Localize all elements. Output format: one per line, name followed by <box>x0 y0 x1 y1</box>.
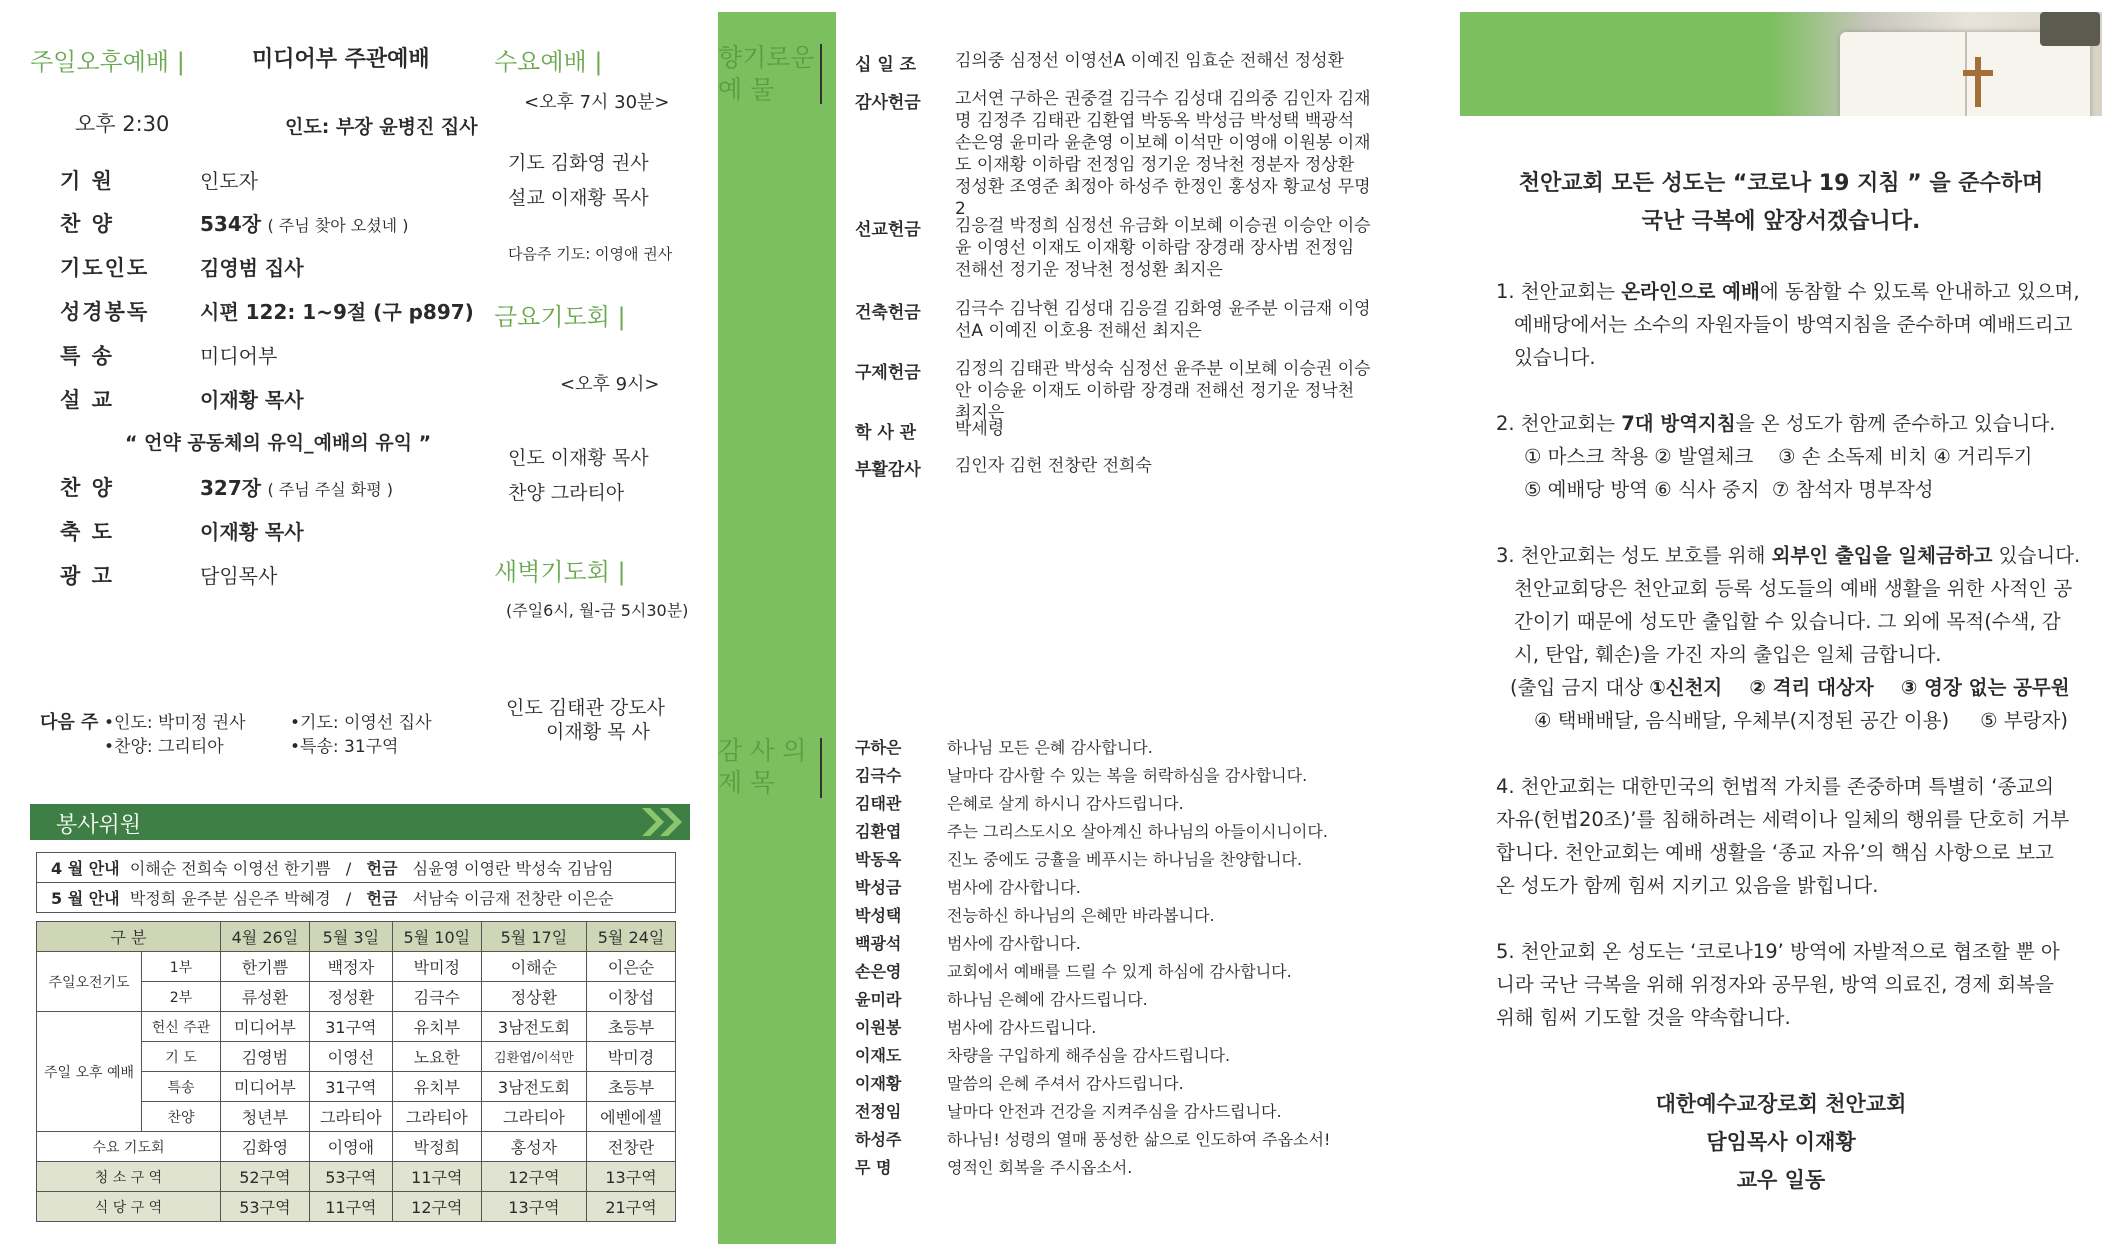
table-cell: 11구역 <box>392 1162 481 1192</box>
thanks-name: 윤미라 <box>855 990 902 1009</box>
wednesday-prayer: 기도 김화영 권사 <box>508 152 649 174</box>
thanks-text: 하나님 은혜에 감사드립니다. <box>947 990 1148 1009</box>
table-cell: 유치부 <box>392 1012 481 1042</box>
table-cell: 3남전도회 <box>481 1012 586 1042</box>
thanks-text: 차량을 구입하게 해주심을 감사드립니다. <box>947 1046 1231 1065</box>
notice-line: ① 마스크 착용 ② 발열체크 ③ 손 소독제 비치 ④ 거리두기 <box>1524 445 2033 468</box>
offering-names: 고서연 구하은 권중걸 김극수 김성대 김의중 김인자 김재명 김정주 김태관 김환엽 박동옥 박성금 박성택 백광석 손은영 윤미라 윤춘영 이보혜 이석만 이영애 이원봉 이재도 이재황 이하람 전정임 정기운 정낙천 정분자 정상환 정성환 조영준 최정아 하성주 한정인 홍성자 황교성 무명2 <box>955 89 1371 219</box>
notice-banner <box>1460 12 2102 116</box>
thanks-text: 날마다 안전과 건강을 지켜주심을 감사드립니다. <box>947 1102 1282 1121</box>
order-label: 기도인도 <box>60 256 150 280</box>
table-cell: 한기쁨 <box>220 952 309 982</box>
offering-names: 서남숙 이금재 전창란 이은순 <box>412 889 614 908</box>
thanks-name: 박성금 <box>855 878 902 897</box>
offering-names: 김인자 김헌 전창란 전희숙 <box>955 456 1152 476</box>
table-cell: 13구역 <box>481 1192 586 1222</box>
wednesday-time: <오후 7시 30분> <box>524 92 670 113</box>
thanks-text: 영적인 회복을 주시옵소서. <box>947 1158 1133 1177</box>
friday-time: <오후 9시> <box>560 374 660 395</box>
table-cell: 초등부 <box>587 1072 676 1102</box>
row-sub-label: 찬양 <box>142 1102 221 1132</box>
row-sub-label: 기 도 <box>142 1042 221 1072</box>
table-cell: 박정희 <box>392 1132 481 1162</box>
table-cell: 미디어부 <box>220 1012 309 1042</box>
table-cell: 이창섭 <box>587 982 676 1012</box>
table-cell: 홍성자 <box>481 1132 586 1162</box>
order-value: 미디어부 <box>200 344 278 368</box>
thanks-text: 교회에서 예배를 드릴 수 있게 하심에 감사합니다. <box>947 962 1292 981</box>
thanks-name: 무 명 <box>855 1158 892 1177</box>
next-week-item: •특송: 31구역 <box>290 737 399 757</box>
order-label: 설 교 <box>60 388 114 412</box>
offering-names: 심윤영 이영란 박성숙 김남임 <box>412 859 614 878</box>
table-cell: 그라티아 <box>309 1102 392 1132</box>
order-label: 기 원 <box>60 169 114 193</box>
friday-leader: 인도 이재황 목사 <box>508 447 649 469</box>
thanks-name: 하성주 <box>855 1130 902 1149</box>
text-span: 1. 천안교회는 <box>1496 280 1622 303</box>
table-cell: 김화영 <box>220 1132 309 1162</box>
table-cell: 청년부 <box>220 1102 309 1132</box>
table-header: 5월 24일 <box>587 922 676 952</box>
table-cell: 김극수 <box>392 982 481 1012</box>
separator: / <box>345 889 352 908</box>
friday-title: 금요기도회 | <box>494 303 626 331</box>
order-value: 담임목사 <box>200 564 278 588</box>
offering-label: 헌금 <box>366 889 398 908</box>
notice-line: 니라 국난 극복을 위해 위정자와 공무원, 방역 의료진, 경제 회복을 <box>1496 973 2054 996</box>
table-cell: 류성환 <box>220 982 309 1012</box>
notice-line: 위해 힘써 기도할 것을 약속합니다. <box>1496 1006 1791 1029</box>
stripe-title-line: 향기로운 <box>718 43 815 72</box>
offering-label: 건축헌금 <box>855 303 921 323</box>
offering-names: 박세령 <box>955 419 1005 439</box>
table-cell: 그라티아 <box>481 1102 586 1132</box>
row-label: 식 당 구 역 <box>37 1192 221 1222</box>
notice-line: 간이기 때문에 성도만 출입할 수 있습니다. 그 외에 목적(수색, 감 <box>1514 610 2061 633</box>
headline-line: 천안교회 모든 성도는 “코로나 19 지침 ” 을 준수하며 <box>1518 171 2044 196</box>
notice-line: 예배당에서는 소수의 자원자들이 방역지침을 준수하며 예배드리고 <box>1514 313 2073 336</box>
thanks-name: 김극수 <box>855 766 902 785</box>
table-cell: 정상환 <box>481 982 586 1012</box>
table-cell: 미디어부 <box>220 1072 309 1102</box>
order-label: 찬 양 <box>60 212 114 236</box>
dawn-title: 새벽기도회 | <box>494 558 626 586</box>
month-label: 4 월 안내 <box>51 859 120 878</box>
spacer <box>1496 506 2096 539</box>
table-cell: 13구역 <box>587 1162 676 1192</box>
table-cell: 31구역 <box>309 1072 392 1102</box>
thanks-text: 주는 그리스도시오 살아계신 하나님의 아들이시니이다. <box>947 822 1328 841</box>
dawn-leader-2: 이재황 목 사 <box>546 721 650 743</box>
table-cell: 11구역 <box>309 1192 392 1222</box>
order-value: 이재황 목사 <box>200 520 304 544</box>
notice-line: 4. 천안교회는 대한민국의 헌법적 가치를 존중하며 특별히 ‘종교의 <box>1496 775 2054 798</box>
emphasis: 7대 방역지침 <box>1621 412 1736 435</box>
notice-line <box>1496 275 2096 308</box>
stripe-title-line: 제 목 <box>718 768 775 797</box>
text-span: 있습니다. <box>1992 544 2081 567</box>
usher-names: 이해순 전희숙 이영선 한기쁨 <box>129 859 331 878</box>
emphasis: 외부인 출입을 일체금하고 <box>1771 544 1993 567</box>
table-cell: 전창란 <box>587 1132 676 1162</box>
notice-line: 자유(헌법20조)’를 침해하려는 세력이나 일체의 행위를 단호히 거부 <box>1496 808 2070 831</box>
next-week-label: 다음 주 <box>40 712 99 733</box>
offering-label: 선교헌금 <box>855 220 921 240</box>
month-label: 5 월 안내 <box>51 889 120 908</box>
thanks-name: 박성택 <box>855 906 902 925</box>
stripe-title-line: 감 사 의 <box>718 736 807 765</box>
order-label: 축 도 <box>60 520 114 544</box>
notice-line <box>1496 407 2096 440</box>
hymn-number: 327장 <box>200 476 262 500</box>
table-cell: 그라티아 <box>392 1102 481 1132</box>
thanks-name: 전정임 <box>855 1102 902 1121</box>
table-cell: 21구역 <box>587 1192 676 1222</box>
notice-line: 시, 탄압, 훼손)을 가진 자의 출입은 일체 금합니다. <box>1514 643 1942 666</box>
row-sub-label: 2부 <box>142 982 221 1012</box>
emphasis: 온라인으로 예배 <box>1621 280 1760 303</box>
table-cell: 이은순 <box>587 952 676 982</box>
hymn-number: 534장 <box>200 212 262 236</box>
thanks-text: 범사에 감사합니다. <box>947 934 1081 953</box>
notice-signature <box>1460 1085 2102 1199</box>
sunday-pm-leader: 인도: 부장 윤병진 집사 <box>285 116 478 138</box>
thanks-name: 박동옥 <box>855 850 902 869</box>
row-sub-label: 특송 <box>142 1072 221 1102</box>
thanks-text: 범사에 감사드립니다. <box>947 1018 1097 1037</box>
table-cell: 이영애 <box>309 1132 392 1162</box>
hymn-title: ( 주님 찾아 오셨네 ) <box>267 216 409 235</box>
notice-body <box>1496 275 2096 1034</box>
thanks-name: 구하은 <box>855 738 902 757</box>
usher-names: 박정희 윤주분 심은주 박혜경 <box>129 889 331 908</box>
next-week-item: •인도: 박미정 권사 <box>104 713 246 733</box>
row-sub-label: 1부 <box>142 952 221 982</box>
table-header: 4월 26일 <box>220 922 309 952</box>
offering-label: 부활감사 <box>855 460 921 480</box>
table-cell: 에벤에셀 <box>587 1102 676 1132</box>
friday-praise: 찬양 그라티아 <box>508 482 625 504</box>
wednesday-sermon: 설교 이재황 목사 <box>508 187 649 209</box>
table-cell: 정성환 <box>309 982 392 1012</box>
row-label: 수요 기도회 <box>37 1132 221 1162</box>
thanks-name: 김환엽 <box>855 822 902 841</box>
notice-line: ④ 택배배달, 음식배달, 우체부(지정된 공간 이용) ⑤ 부랑자) <box>1534 709 2068 732</box>
table-cell: 53구역 <box>220 1192 309 1222</box>
thanks-text: 범사에 감사합니다. <box>947 878 1081 897</box>
church-name: 대한예수교장로회 천안교회 <box>1655 1092 1907 1116</box>
separator: / <box>345 859 352 878</box>
next-week-item: •기도: 이영선 집사 <box>290 713 432 733</box>
thanks-name: 김태관 <box>855 794 902 813</box>
pastor-name: 담임목사 이재황 <box>1706 1130 1856 1154</box>
row-sub-label: 헌신 주관 <box>142 1012 221 1042</box>
table-cell: 초등부 <box>587 1012 676 1042</box>
thanks-text: 진노 중에도 긍휼을 베푸시는 하나님을 찬양합니다. <box>947 850 1303 869</box>
sunday-pm-time: 오후 2:30 <box>75 112 170 136</box>
wednesday-next: 다음주 기도: 이영애 권사 <box>508 245 673 263</box>
text-span: (출입 금지 대상 <box>1510 676 1650 699</box>
thanks-name: 이재황 <box>855 1074 902 1093</box>
notice-headline <box>1460 165 2102 241</box>
table-cell: 유치부 <box>392 1072 481 1102</box>
group-label: 주일오전기도 <box>37 952 142 1012</box>
offering-label: 학 사 관 <box>855 423 917 443</box>
table-cell: 박미정 <box>392 952 481 982</box>
order-label: 찬 양 <box>60 476 114 500</box>
table-header: 5월 17일 <box>481 922 586 952</box>
table-cell: 52구역 <box>220 1162 309 1192</box>
offering-label: 헌금 <box>366 859 398 878</box>
table-cell: 12구역 <box>481 1162 586 1192</box>
order-value: 김영범 집사 <box>200 256 304 280</box>
next-week-item: •찬양: 그리티아 <box>104 737 224 757</box>
table-header: 5월 3일 <box>309 922 392 952</box>
order-value: 인도자 <box>200 169 258 193</box>
thanks-text: 전능하신 하나님의 은혜만 바라봅니다. <box>947 906 1215 925</box>
thanks-text: 말씀의 은혜 주셔서 감사드립니다. <box>947 1074 1184 1093</box>
cross-bar <box>1963 70 1993 76</box>
sermon-title: “ 언약 공동체의 유익_예배의 유익 ” <box>125 432 432 454</box>
stripe-title-line: 예 물 <box>718 75 775 104</box>
object-icon <box>2040 12 2100 46</box>
notice-line: 합니다. 천안교회는 예배 생활을 ‘종교 자유’의 핵심 사항으로 보고 <box>1496 841 2054 864</box>
text-span: 을 온 성도가 함께 준수하고 있습니다. <box>1735 412 2056 435</box>
offering-names: 김응걸 박정희 심정선 유금화 이보혜 이승권 이승안 이승윤 이영선 이재도 이재황 이하람 장경래 장사범 전정임 전해선 정기운 정낙천 정성환 최지은 <box>955 216 1371 280</box>
spacer <box>1496 902 2096 935</box>
notice-line <box>1496 539 2096 572</box>
table-header: 5월 10일 <box>392 922 481 952</box>
offering-names: 김극수 김낙현 김성대 김응걸 김화영 윤주분 이금재 이영선A 이예진 이호용 전해선 최지은 <box>955 299 1371 341</box>
notice-line: 있습니다. <box>1514 346 1596 369</box>
sunday-pm-subtitle: 미디어부 주관예배 <box>252 47 430 72</box>
group-label: 주일 오후 예배 <box>37 1012 142 1132</box>
table-cell: 53구역 <box>309 1162 392 1192</box>
notice-line: 5. 천안교회 온 성도는 ‘코로나19’ 방역에 자발적으로 협조할 뿐 아 <box>1496 940 2060 963</box>
table-cell: 12구역 <box>392 1192 481 1222</box>
table-cell: 31구역 <box>309 1012 392 1042</box>
thanks-name: 이재도 <box>855 1046 902 1065</box>
notice-line: ⑤ 예배당 방역 ⑥ 식사 중지 ⑦ 참석자 명부작성 <box>1524 478 1934 501</box>
thanks-text: 은혜로 살게 하시니 감사드립니다. <box>947 794 1184 813</box>
cross-icon <box>1975 57 1981 107</box>
offering-label: 십 일 조 <box>855 55 917 75</box>
order-label: 성경봉독 <box>60 300 150 324</box>
offering-names: 김정의 김태관 박성숙 심정선 윤주분 이보혜 이승권 이승안 이승윤 이재도 이하람 장경래 전해선 정기운 정낙천 최지은 <box>955 359 1371 423</box>
wednesday-title: 수요예배 | <box>494 48 603 76</box>
thanks-name: 백광석 <box>855 934 902 953</box>
offering-label: 감사헌금 <box>855 93 921 113</box>
table-cell: 박미경 <box>587 1042 676 1072</box>
service-committee-title: 봉사위원 <box>56 813 142 838</box>
table-cell: 노요한 <box>392 1042 481 1072</box>
table-cell: 김환엽/이석만 <box>481 1042 586 1072</box>
thanks-name: 손은영 <box>855 962 902 981</box>
thanks-name: 이원봉 <box>855 1018 902 1037</box>
notice-line: 천안교회당은 천안교회 등록 성도들의 예배 생활을 위한 사적인 공 <box>1514 577 2073 600</box>
text-span: 2. 천안교회는 <box>1496 412 1622 435</box>
dawn-time: (주일6시, 월-금 5시30분) <box>506 601 689 620</box>
table-cell: 이해순 <box>481 952 586 982</box>
notice-line <box>1496 671 2096 704</box>
text-span: 3. 천안교회는 성도 보호를 위해 <box>1496 544 1772 567</box>
table-cell: 3남전도회 <box>481 1072 586 1102</box>
dawn-leader: 인도 김태관 강도사 <box>506 697 665 719</box>
thanks-text: 하나님 모든 은혜 감사합니다. <box>947 738 1153 757</box>
hymn-title: ( 주님 주실 화평 ) <box>267 480 394 499</box>
spacer <box>1496 737 2096 770</box>
emphasis: ①신천지 ② 격리 대상자 ③ 영장 없는 공무원 <box>1649 676 2070 699</box>
order-value: 시편 122: 1~9절 (구 p897) <box>200 300 474 324</box>
order-label: 특 송 <box>60 344 114 368</box>
bible-image <box>1770 12 2102 116</box>
order-label: 광 고 <box>60 564 114 588</box>
table-cell: 백정자 <box>309 952 392 982</box>
thanks-text: 날마다 감사할 수 있는 복을 허락하심을 감사합니다. <box>947 766 1308 785</box>
row-label: 청 소 구 역 <box>37 1162 221 1192</box>
spacer <box>1496 374 2096 407</box>
offering-names: 김의중 심정선 이영선A 이예진 임효순 전해선 정성환 <box>955 51 1344 71</box>
offering-label: 구제헌금 <box>855 363 921 383</box>
sunday-pm-title: 주일오후예배 | <box>30 48 185 76</box>
headline-line: 국난 극복에 앞장서겠습니다. <box>1641 209 1921 234</box>
table-header: 구 분 <box>37 922 221 952</box>
table-cell: 이영선 <box>309 1042 392 1072</box>
table-cell: 김영범 <box>220 1042 309 1072</box>
order-value: 이재황 목사 <box>200 388 304 412</box>
notice-line: 온 성도가 함께 힘써 지키고 있음을 밝힙니다. <box>1496 874 1879 897</box>
text-span: 에 동참할 수 있도록 안내하고 있으며, <box>1759 280 2080 303</box>
thanks-text: 하나님! 성령의 열매 풍성한 삶으로 인도하여 주옵소서! <box>947 1130 1331 1149</box>
congregation: 교우 일동 <box>1736 1168 1826 1192</box>
